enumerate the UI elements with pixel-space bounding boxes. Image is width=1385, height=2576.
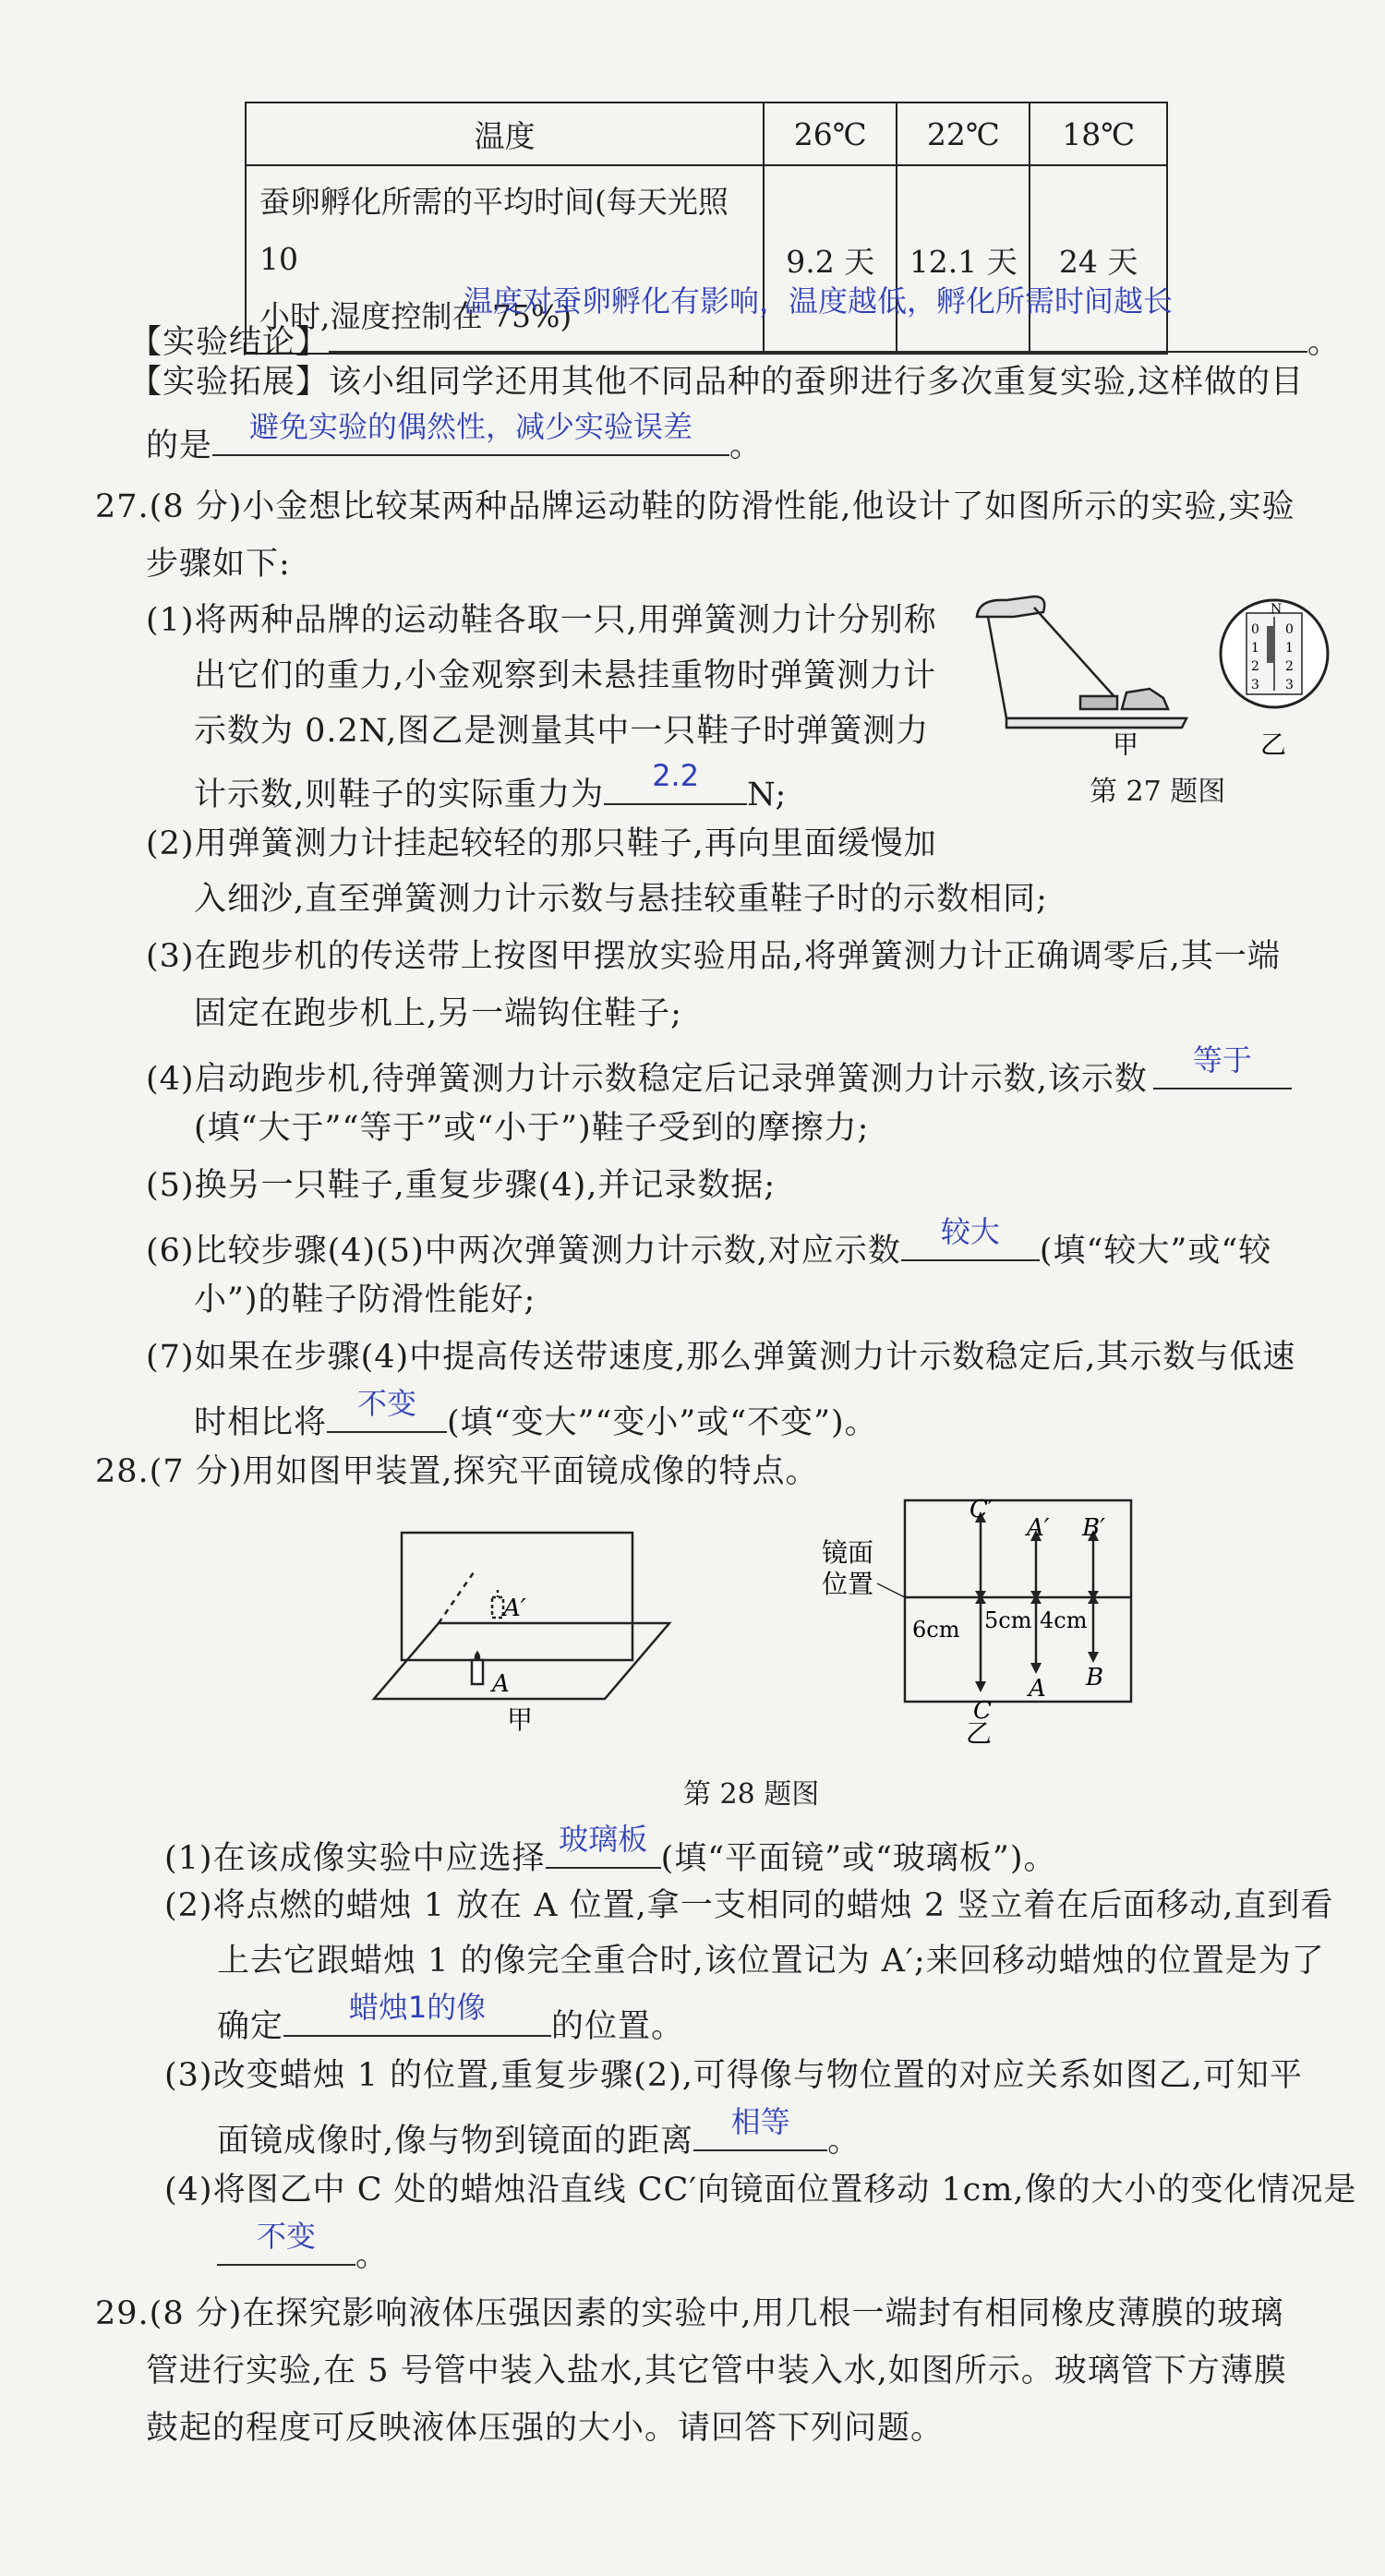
q27-intro-2: 步骤如下:	[146, 546, 291, 583]
svg-text:3: 3	[1285, 678, 1294, 692]
q28-part4-answer-line: 不变 。	[217, 2225, 389, 2278]
q27-step2: 入细沙,直至弹簧测力计示数与悬挂较重鞋子时的示数相同;	[194, 881, 1048, 918]
svg-text:1: 1	[1285, 641, 1294, 656]
q27-step1-answer-line: 计示数,则鞋子的实际重力为 2.2 N;	[194, 764, 787, 817]
svg-text:C: C	[973, 1697, 992, 1725]
q28-part2-answer: 蜡烛1的像	[348, 1990, 487, 2025]
q28-part3-answer: 相等	[730, 2104, 790, 2139]
q28-part4-answer: 不变	[256, 2219, 316, 2254]
q27-step1: (1)将两种品牌的运动鞋各取一只,用弹簧测力计分别称	[146, 602, 937, 639]
q27-step3: (3)在跑步机的传送带上按图甲摆放实验用品,将弹簧测力计正确调零后,其一端	[146, 938, 1281, 975]
q27-weight-answer: 2.2	[652, 758, 700, 793]
svg-text:A: A	[492, 1670, 510, 1698]
q28-part1-answer: 玻璃板	[559, 1822, 648, 1857]
svg-text:2: 2	[1251, 659, 1259, 674]
q28-part2: 上去它跟蜡烛 1 的像完全重合时,该位置记为 A′;来回移动蜡烛的位置是为了	[217, 1943, 1325, 1980]
q27-step6-blank[interactable]	[901, 1214, 1040, 1261]
q28-figure-yi	[822, 1491, 1145, 1745]
q27-step7-blank[interactable]	[327, 1386, 447, 1433]
q29-line: 鼓起的程度可反映液体压强的大小。请回答下列问题。	[146, 2410, 945, 2447]
candle-icon	[472, 1660, 483, 1684]
svg-text:C′: C′	[970, 1496, 994, 1523]
svg-text:6cm: 6cm	[912, 1617, 960, 1643]
conclusion-label: 【实验结论】	[129, 324, 330, 361]
q27-caption: 第 27 题图	[1090, 776, 1226, 808]
conclusion-answer: 温度对蚕卵孵化有影响，温度越低，孵化所需时间越长	[464, 283, 1174, 319]
q27-step4-answer: 等于	[1192, 1042, 1252, 1077]
q27-intro: 27.(8 分)小金想比较某两种品牌运动鞋的防滑性能,他设计了如图所示的实验,实验	[95, 488, 1295, 525]
q28-part1-blank[interactable]	[546, 1822, 661, 1869]
q28-part1: (1)在该成像实验中应选择 玻璃板 (填“平面镜”或“玻璃板”)。	[164, 1828, 1056, 1881]
table-header-cell: 22℃	[897, 102, 1030, 165]
svg-text:A: A	[1029, 1675, 1046, 1703]
table-cell: 9.2 天	[764, 165, 897, 354]
table-header-cell: 温度	[246, 102, 764, 165]
q28-part2: (2)将点燃的蜡烛 1 放在 A 位置,拿一支相同的蜡烛 2 竖立着在后面移动,直到看	[164, 1887, 1334, 1924]
svg-text:5cm: 5cm	[984, 1607, 1032, 1633]
q27-step3: 固定在跑步机上,另一端钩住鞋子;	[194, 995, 682, 1032]
extension-answer: 避免实验的偶然性，减少实验误差	[249, 409, 693, 444]
svg-text:0: 0	[1285, 622, 1294, 637]
table-cell: 24 天	[1030, 165, 1167, 354]
q28-part4: (4)将图乙中 C 处的蜡烛沿直线 CC′向镜面位置移动 1cm,像的大小的变化情况是	[164, 2172, 1357, 2209]
table-header-cell: 26℃	[764, 102, 897, 165]
svg-text:乙: 乙	[966, 1718, 993, 1745]
q27-step6: (6)比较步骤(4)(5)中两次弹簧测力计示数,对应示数 较大 (填“较大”或“较	[146, 1221, 1271, 1273]
spring-scale-gauge	[1221, 600, 1328, 707]
extension-answer-blank[interactable]	[212, 409, 729, 456]
conclusion-line: 【实验结论】 温度对蚕卵孵化有影响，温度越低，孵化所需时间越长 。	[129, 312, 1341, 365]
svg-text:甲: 甲	[507, 1704, 534, 1735]
q28-part3-answer-line: 面镜成像时,像与物到镜面的距离 相等 。	[217, 2111, 861, 2163]
q28-part3: (3)改变蜡烛 1 的位置,重复步骤(2),可得像与物位置的对应关系如图乙,可知平	[164, 2057, 1304, 2094]
q27-step7-answer: 不变	[357, 1386, 417, 1421]
svg-text:位置: 位置	[822, 1569, 874, 1599]
q27-step1: 示数为 0.2N,图乙是测量其中一只鞋子时弹簧测力	[194, 713, 930, 750]
q28-figure-jia	[365, 1514, 679, 1736]
q28-caption: 第 28 题图	[683, 1778, 820, 1811]
fig27-yi: 乙	[1260, 729, 1287, 755]
q29-line: 29.(8 分)在探究影响液体压强因素的实验中,用几根一端封有相同橡皮薄膜的玻璃	[95, 2295, 1284, 2332]
q27-step5: (5)换另一只鞋子,重复步骤(4),并记录数据;	[146, 1167, 777, 1204]
svg-text:2: 2	[1285, 659, 1294, 674]
q29-line: 管进行实验,在 5 号管中装入盐水,其它管中装入水,如图所示。玻璃管下方薄膜	[146, 2353, 1287, 2389]
svg-text:N: N	[1271, 602, 1283, 617]
q27-weight-blank[interactable]	[604, 758, 747, 805]
q28-part2-blank[interactable]	[283, 1990, 551, 2037]
extension-answer-line: 的是 避免实验的偶然性，减少实验误差 。	[146, 415, 763, 468]
q27-step7: (7)如果在步骤(4)中提高传送带速度,那么弹簧测力计示数稳定后,其示数与低速	[146, 1339, 1296, 1376]
q27-step6-answer: 较大	[940, 1214, 1000, 1249]
q28-part2-answer-line: 确定 蜡烛1的像 的位置。	[217, 1996, 684, 2049]
svg-text:B: B	[1086, 1664, 1104, 1691]
svg-text:B′: B′	[1082, 1514, 1106, 1542]
svg-text:A′: A′	[1027, 1514, 1050, 1542]
svg-text:1: 1	[1251, 641, 1259, 656]
table-header-cell: 18℃	[1030, 102, 1167, 165]
svg-text:4cm: 4cm	[1040, 1607, 1088, 1633]
svg-text:3: 3	[1251, 678, 1259, 692]
treadmill-diagram	[977, 596, 1186, 728]
svg-text:A′: A′	[503, 1595, 526, 1622]
q27-step6: 小”)的鞋子防滑性能好;	[194, 1282, 536, 1318]
q28-intro: 28.(7 分)用如图甲装置,探究平面镜成像的特点。	[95, 1453, 819, 1490]
q27-step2: (2)用弹簧测力计挂起较轻的那只鞋子,再向里面缓慢加	[146, 825, 937, 862]
q27-step4: (4)启动跑步机,待弹簧测力计示数稳定后记录弹簧测力计示数,该示数 等于	[146, 1049, 1292, 1101]
svg-text:镜面: 镜面	[822, 1537, 874, 1568]
svg-text:0: 0	[1251, 622, 1259, 637]
extension-line: 【实验拓展】该小组同学还用其他不同品种的蚕卵进行多次重复实验,这样做的目	[129, 364, 1305, 401]
q27-step1: 出它们的重力,小金观察到未悬挂重物时弹簧测力计	[194, 657, 937, 694]
fig27-jia: 甲	[1113, 729, 1139, 755]
q28-part4-blank[interactable]	[217, 2219, 355, 2266]
row-label-line: 小时,湿度控制在 75%)	[259, 298, 572, 334]
table-cell: 12.1 天	[897, 165, 1030, 354]
q27-step4-blank[interactable]	[1153, 1042, 1292, 1089]
q27-figure	[970, 580, 1357, 755]
q27-step7-answer-line: 时相比将 不变 (填“变大”“变小”或“不变”)。	[194, 1392, 878, 1445]
q28-part3-blank[interactable]	[693, 2104, 827, 2151]
row-label-line: 蚕卵孵化所需的平均时间(每天光照 10	[259, 184, 729, 277]
q27-step4: (填“大于”“等于”或“小于”)鞋子受到的摩擦力;	[194, 1110, 870, 1147]
